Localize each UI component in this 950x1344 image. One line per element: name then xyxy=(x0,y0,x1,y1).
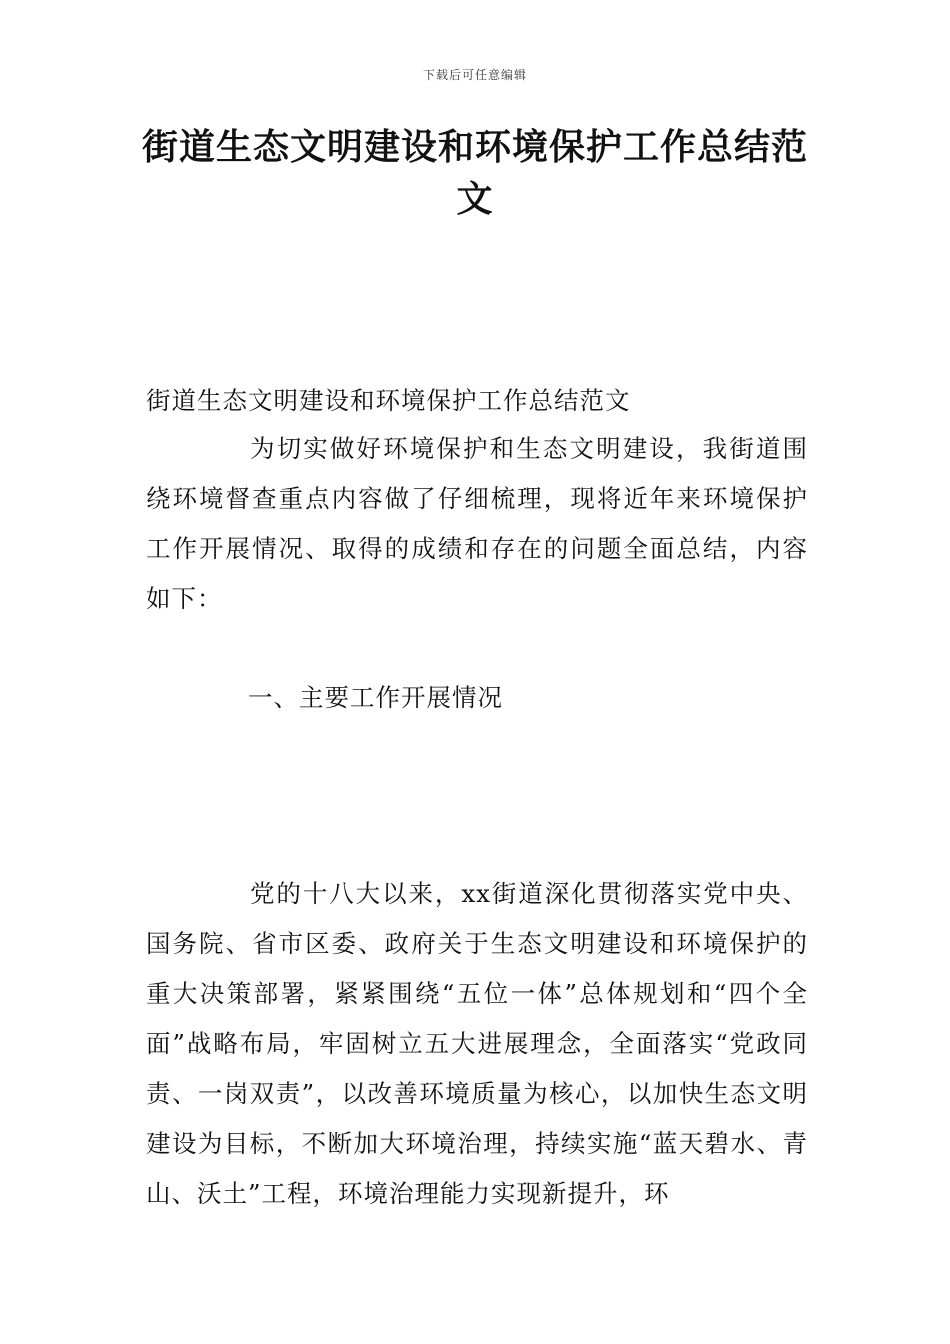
section-heading: 一、主要工作开展情况 xyxy=(248,683,503,712)
document-title: 街道生态文明建设和环境保护工作总结范文 xyxy=(141,127,808,220)
document-subtitle: 街道生态文明建设和环境保护工作总结范文 xyxy=(146,386,631,415)
header-note: 下载后可任意编辑 xyxy=(422,68,527,82)
intro-paragraph: 为切实做好环境保护和生态文明建设，我街道围绕环境督查重点内容做了仔细梳理，现将近年来环境保护工作开展情况、取得的成绩和存在的问题全面总结，内容如下： xyxy=(146,434,808,613)
main-paragraph: 党的十八大以来，xx街道深化贯彻落实党中央、国务院、省市区委、政府关于生态文明建设和环境保护的重大决策部署，紧紧围绕“五位一体”总体规划和“四个全面”战略布局，牢固树立五大进展理念，全面落实“党政同责、一岗双责”，以改善环境质量为核心，以加快生态文明建设为目标，不断加大环境治理，持续实施“蓝天碧水、青山、沃土”工程，环境治理能力实现新提升，环 xyxy=(146,879,808,1208)
